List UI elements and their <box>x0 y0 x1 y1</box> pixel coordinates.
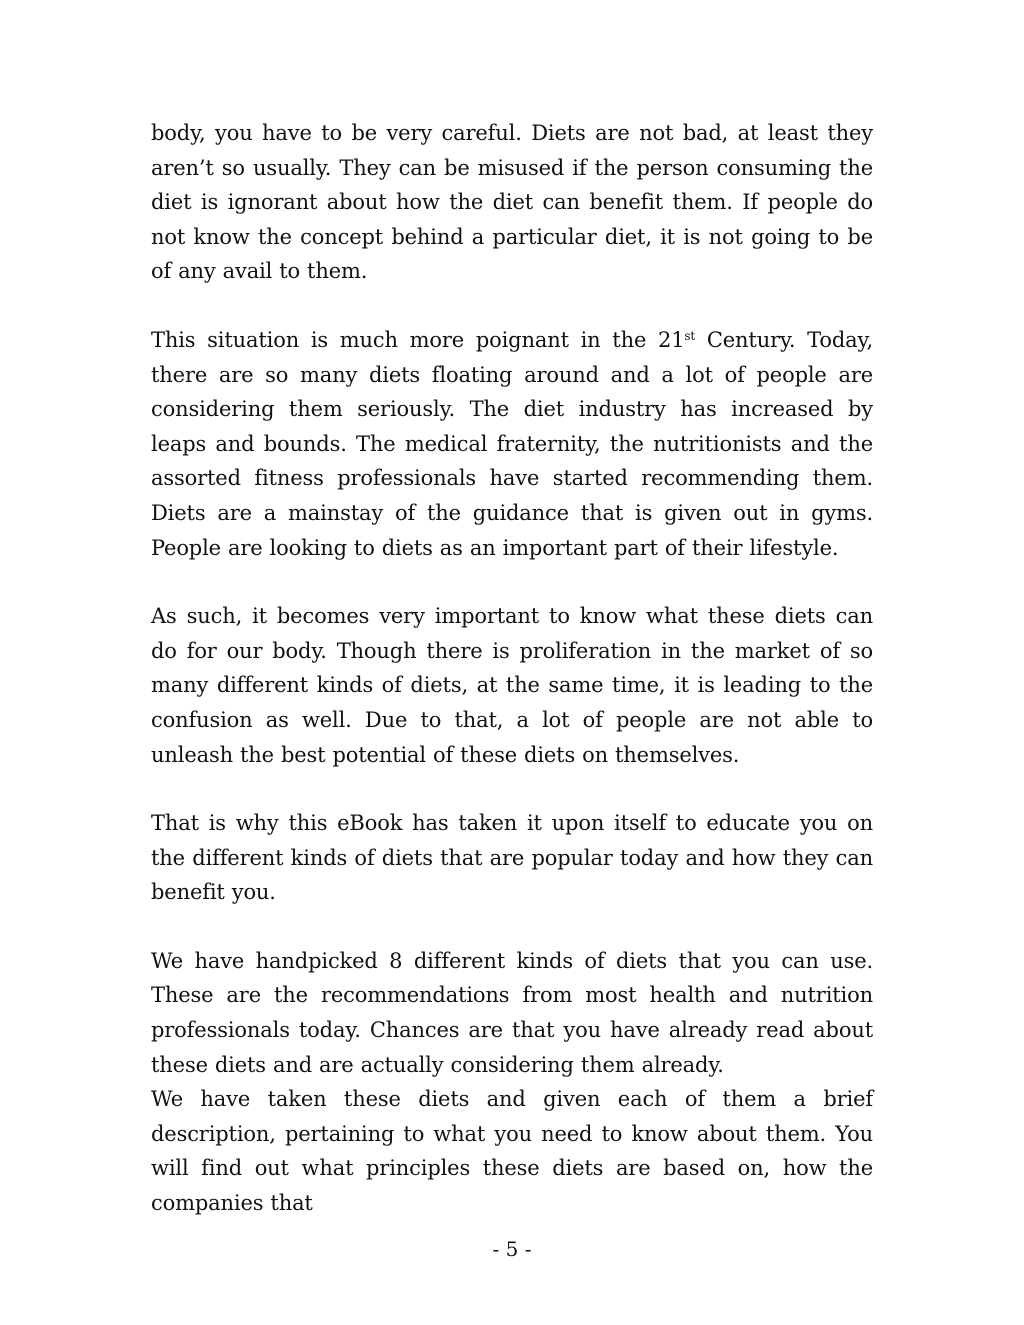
paragraph-1: body, you have to be very careful. Diets are not bad, at least they aren’t so usually. They can be misused if the person consuming the diet is ignorant about how the diet can benefit them. If people do not know the concept behind a particular diet, it is not going to be of any avail to them. <box>151 121 873 284</box>
paragraph-6: We have taken these diets and given each of them a brief description, pertaining to what you need to know about them. You will find out what principles these diets are based on, how the companies that <box>151 1087 873 1216</box>
ordinal-superscript: st <box>684 328 696 343</box>
page-body <box>151 116 873 1221</box>
paragraph-2-end: Century. Today, there are so many diets floating around and a lot of people are considering them seriously. The diet industry has increased by leaps and bounds. The medical fraternity, the nutritionists and the assorted fitness professionals have started recommending them. Diets are a mainstay of the guidance that is given out in gyms. People are looking to diets as an important part of their lifestyle. <box>151 327 873 560</box>
paragraph-5: We have handpicked 8 different kinds of diets that you can use. These are the recommendations from most health and nutrition professionals today. Chances are that you have already read about these diets and are actually considering them already. <box>151 948 873 1077</box>
paragraph-2-start: This situation is much more poignant in the 21 <box>151 327 685 352</box>
paragraph-4: That is why this eBook has taken it upon itself to educate you on the different kinds of diets that are popular today and how they can benefit you. <box>151 811 873 905</box>
paragraph-2 <box>151 323 873 565</box>
paragraph-3: As such, it becomes very important to know what these diets can do for our body. Though there is proliferation in the market of so many different kinds of diets, at the same time, it is leading to the confusion as well. Due to that, a lot of people are not able to unleash the best potential of these diets on themselves. <box>151 604 873 767</box>
page-number: - 5 - <box>492 1237 532 1261</box>
